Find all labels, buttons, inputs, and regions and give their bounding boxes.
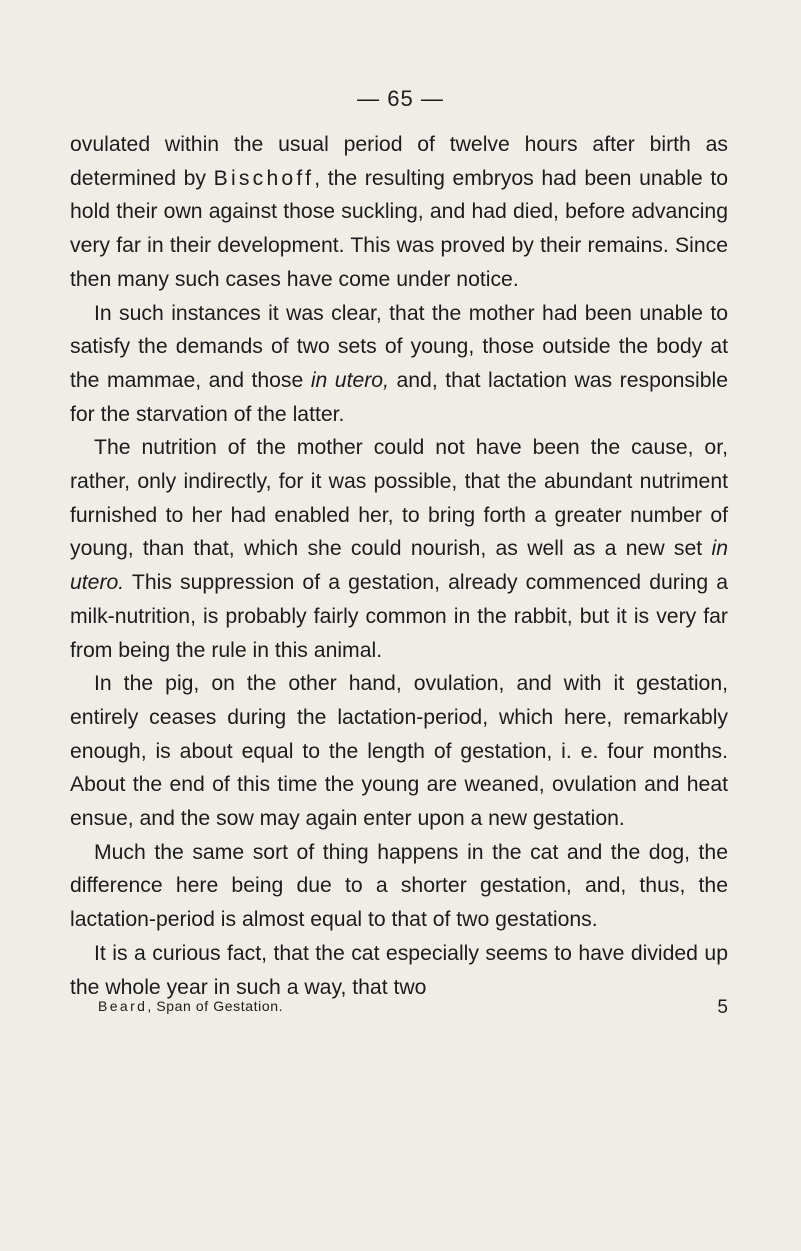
text-run: The nutrition of the mother could not have been the cause, or, rather, only indirectly, for it was possible, that the abundant nutriment furnished to her had enabled her, to bring forth a greater number of young, than that, which she could nourish, as well as a new set [70, 436, 728, 561]
book-title: , Span of Gestation. [147, 998, 284, 1015]
signature-line [98, 998, 283, 1014]
paragraph [70, 431, 728, 667]
paragraph [70, 667, 728, 836]
text-run: In such instances it was clear, that the mother had been unable to satisfy the demands of two sets of young, those outside the body at the mammae, and those [70, 301, 728, 392]
italic-phrase: in utero. [70, 537, 728, 595]
text-run: , the resulting embryos had been unable to hold their own against those suckling, and had died, before advancing very far in their development. This was proved by their remains. Since then many such cases have come under notice. [70, 166, 728, 291]
paragraph [70, 937, 728, 1004]
emphasized-name: Bischoff [213, 166, 315, 190]
text-run: It is a curious fact, that the cat especially seems to have divided up the whole year in such a way, that two [70, 941, 728, 999]
body-text [70, 128, 728, 1004]
text-run: In the pig, on the other hand, ovulation, and with it gestation, entirely ceases during the lactation-period, which here, remarkably enough, is about equal to the length of gestation, i. e. four months. About the end of this time the young are weaned, ovulation and heat ensue, and the sow may again enter upon a new gestation. [70, 672, 728, 831]
page-number: — 65 — [357, 86, 444, 111]
author-name: Beard [98, 998, 148, 1015]
text-run: This suppression of a gestation, already commenced during a milk-nutrition, is probably fairly common in the rabbit, but it is very far from being the rule in this animal. [70, 571, 728, 662]
paragraph [70, 836, 728, 937]
paragraph [70, 128, 728, 297]
signature-mark: 5 [717, 997, 728, 1019]
text-run: and, that lactation was responsible for the starvation of the latter. [70, 368, 728, 426]
italic-phrase: in utero, [310, 368, 389, 392]
page-footer [98, 998, 728, 1022]
paragraph [70, 297, 728, 432]
text-run: Much the same sort of thing happens in the cat and the dog, the difference here being due to a shorter gestation, and, thus, the lactation-period is almost equal to that of two gestations. [70, 840, 728, 932]
text-run: ovulated within the usual period of twelve hours after birth as determined by [70, 133, 728, 190]
